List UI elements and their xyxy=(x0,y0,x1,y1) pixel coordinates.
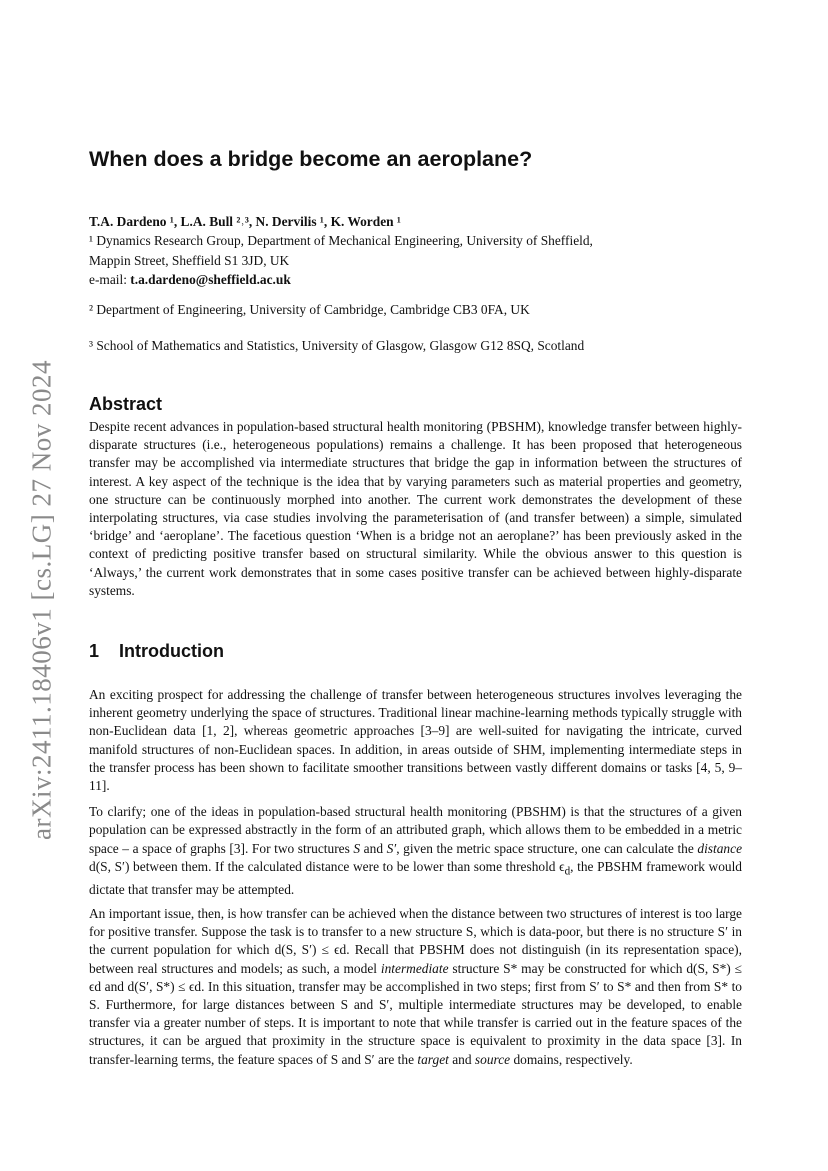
arxiv-id[interactable]: arXiv:2411.18406v1 [cs.LG] 27 Nov 2024 xyxy=(26,360,57,840)
subscript: d xyxy=(564,865,571,878)
paragraph-1: An exciting prospect for addressing the challenge of transfer between heterogeneous structures involves leveraging the inherent geometry underlying the space of structures. Traditional linear machine-learning methods typically struggle with non-Euclidean data [1, 2], whereas geometric approaches [3–9] are well-suited for navigating the intricate, curved manifold structures of non-Euclidean spaces. In addition, in areas outside of SHM, implementing intermediate steps in the transfer process has been shown to facilitate smoother transitions between vastly different domains or tasks [4, 5, 9–11]. xyxy=(89,687,742,794)
text-run: To clarify; one of the ideas in population-based structural health monitoring (PBSHM) is that the structures of a given population can be expressed abstractly in the form of an attributed graph, which allows them to be embedded in a metric space – a space of graphs [3]. For two structures xyxy=(89,804,742,856)
text-run: and xyxy=(360,840,387,856)
abstract-heading: Abstract xyxy=(89,394,163,414)
text-run: d(S, S′) between them. If the calculated distance were to be lower than some threshold ϵ xyxy=(89,858,565,874)
section-number: 1 xyxy=(89,641,100,661)
text-run: structure S* may be constructed for which d(S, S*) ≤ ϵd and d(S′, S*) ≤ ϵd. In this situation, transfer may be accomplished in two steps; first from S′ to S* and then from S* to S. Furthermore, for large distances between S and S′, multiple intermediate structures may be developed, to enable transfer via a greater number of steps. It is important to note that while transfer is carried out in the feature spaces of the structures, it can be argued that proximity in the structure space is equivalent to proximity in the data space [3]. In transfer-learning terms, the feature spaces of S and S′ are the xyxy=(89,960,742,1067)
text-run: domains, respectively. xyxy=(510,1051,633,1067)
paper-title: When does a bridge become an aeroplane? xyxy=(89,147,533,171)
text-run: , the PBSHM framework would dictate that transfer may be attempted. xyxy=(89,858,742,897)
affiliation-1-line-1: ¹ Dynamics Research Group, Department of Mechanical Engineering, University of Sheffield, xyxy=(89,233,593,249)
section-body xyxy=(89,686,742,1077)
math-symbol: S xyxy=(353,840,361,856)
section-heading-introduction xyxy=(89,641,224,662)
emphasis: target xyxy=(417,1051,449,1067)
text-run: , given the metric space structure, one can calculate the xyxy=(396,840,698,856)
email-line xyxy=(89,270,749,289)
email-address[interactable]: t.a.dardeno@sheffield.ac.uk xyxy=(130,272,291,288)
paragraph-2 xyxy=(89,803,742,899)
emphasis: distance xyxy=(697,840,743,856)
section-title: Introduction xyxy=(119,641,224,661)
affiliation-2: ² Department of Engineering, University of Cambridge, Cambridge CB3 0FA, UK xyxy=(89,302,530,317)
math-symbol: S′ xyxy=(386,840,397,856)
emphasis: intermediate xyxy=(380,960,449,976)
author-names: T.A. Dardeno ¹, L.A. Bull ²˒³, N. Dervilis ¹, K. Worden ¹ xyxy=(89,214,401,229)
affiliation-1-line-2: Mappin Street, Sheffield S1 3JD, UK xyxy=(89,252,290,268)
affiliation-3: ³ School of Mathematics and Statistics, University of Glasgow, Glasgow G12 8SQ, Scotland xyxy=(89,338,585,353)
abstract-text: Despite recent advances in population-based structural health monitoring (PBSHM), knowledge transfer between highly-disparate structures (i.e., heterogeneous populations) remains a challenge. It has been proposed that heterogeneous transfer may be accomplished via intermediate structures that bridge the gap in information between the structures of interest. A key aspect of the technique is the idea that by varying parameters such as material properties and geometry, one structure can be continuously morphed into another. The current work demonstrates the development of these interpolating structures, via case studies involving the parameterisation of (and transfer between) a simple, simulated ‘bridge’ and ‘aeroplane’. The facetious question ‘When is a bridge not an aeroplane?’ has been previously asked in the context of predicting positive transfer based on structural similarity. While the obvious answer to this question is ‘Always,’ the current work demonstrates that in some cases positive transfer can be achieved between highly-disparate systems. xyxy=(89,419,742,598)
text-run: An important issue, then, is how transfer can be achieved when the distance between two structures of interest is too large for positive transfer. Suppose the task is to transfer to a new structure S, which is data-poor, but there is no structure S′ in the current population for which d(S, S′) ≤ ϵd. Recall that PBSHM does not distinguish (in its representation space), between real structures and models; as such, a model xyxy=(89,905,742,976)
paragraph-3 xyxy=(89,905,742,1069)
email-label: e-mail: xyxy=(89,272,127,288)
text-run: and xyxy=(448,1051,475,1067)
author-block xyxy=(89,212,749,290)
emphasis: source xyxy=(474,1051,511,1067)
